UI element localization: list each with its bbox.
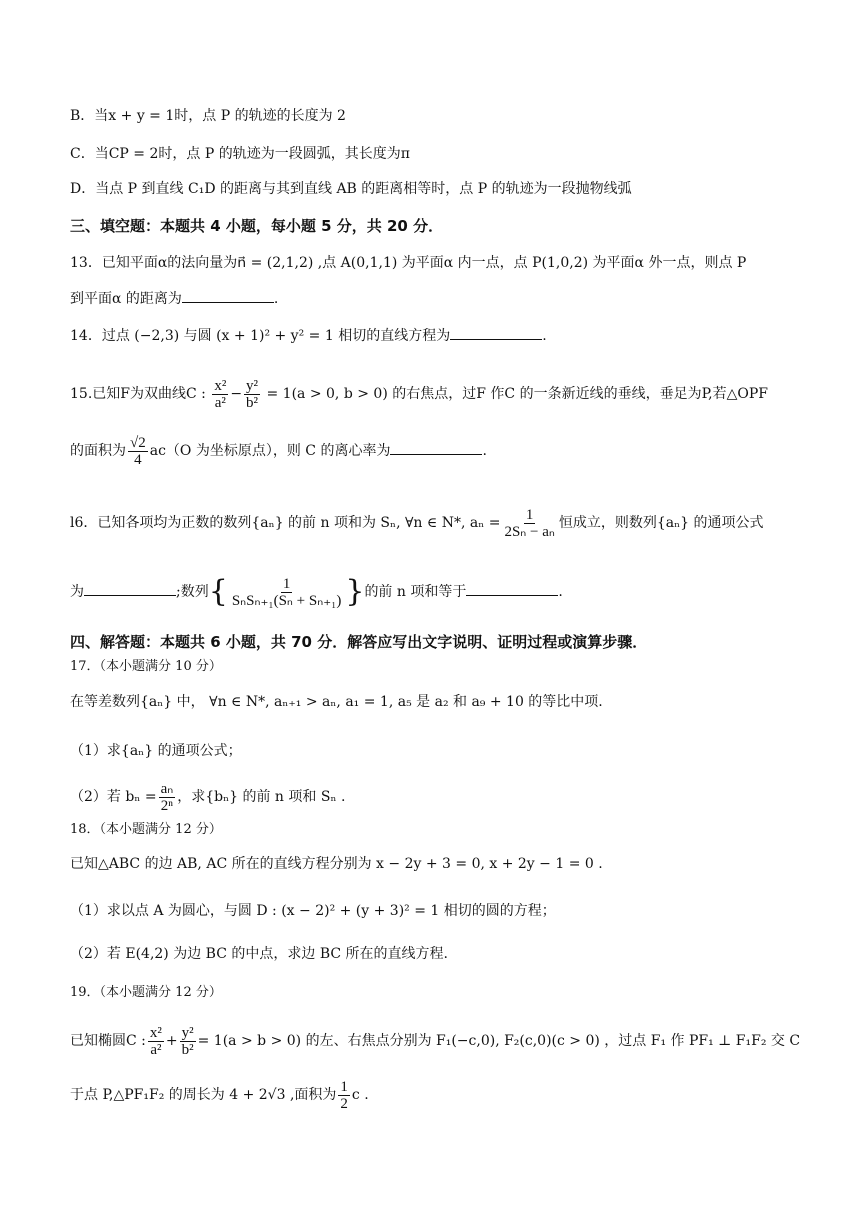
q13-line1: 13．已知平面α的法向量为n⃗ = (2,1,2) ,点 A(0,1,1) 为平面α 内一点，点 P(1,0,2) 为平面α 外一点，则点 P (70, 255, 747, 271)
section-4-heading: 四、解答题：本题共 6 小题，共 70 分．解答应写出文字说明、证明过程或演算步骤． (70, 633, 648, 651)
q13-text: 到平面α 的距离为 (70, 291, 182, 307)
q18-header: 18．（本小题满分 12 分） (70, 822, 222, 837)
q13-answer-blank (182, 288, 274, 303)
q19-frac-y: $\frac{\text{y²}}{\text{b²}}$ (181, 1024, 194, 1058)
q19-stem-line2: 于点 P,△PF₁F₂ 的周长为 4 + 2√3 ,面积为 $\frac{1}{2}$ c . (70, 1078, 369, 1112)
section-3-heading: 三、填空题：本题共 4 小题，每小题 5 分，共 20 分． (70, 217, 444, 235)
q15-frac-area: $\frac{√2}{4}$ (130, 434, 146, 468)
q15-area-post: ac（O 为坐标原点），则 C 的离心率为 (149, 443, 391, 459)
q17-part1: （1）求{aₙ} 的通项公式； (70, 743, 242, 759)
q15-line1: 15.已知F为双曲线C : $\frac{\text{x²}}{\text{a²}}$ − $\frac{\text{y²}}{\text{b²}}$ = 1(a > 0, b > 0) 的右焦点，过F 作C 的一条新近线的垂线，垂足为P,若△OPF (70, 377, 768, 411)
q16-frac-an: $\frac{1}{\text{2Sₙ − aₙ}}$ (504, 506, 555, 540)
q17-stem: 在等差数列{aₙ} 中， ∀n ∈ N*, aₙ₊₁ > aₙ, a₁ = 1, a₅ 是 a₂ 和 a₉ + 10 的等比中项. (70, 694, 603, 710)
q15-answer-blank (390, 440, 482, 455)
option-d: D．当点 P 到直线 C₁D 的距离与其到直线 AB 的距离相等时，点 P 的轨迹为一段抛物线弧 (70, 181, 632, 197)
q15-frac-x: $\frac{\text{x²}}{\text{a²}}$ (214, 377, 227, 411)
option-b: B．当x + y = 1时，点 P 的轨迹的长度为 2 (70, 108, 346, 124)
q17-part2: （2）若 bₙ = $\frac{\text{aₙ}}{\text{2ⁿ}}$ ，求{bₙ} 的前 n 项和 Sₙ . (70, 780, 346, 814)
q16-line1 (70, 506, 800, 540)
q17-frac-bn: $\frac{\text{aₙ}}{\text{2ⁿ}}$ (160, 780, 174, 814)
q15-text-post: = 1(a > 0, b > 0) 的右焦点，过F 作C 的一条新近线的垂线，垂足为P,若△OPF (266, 386, 768, 402)
q16-text-post: 恒成立，则数列{aₙ} 的通项公式 (558, 515, 764, 531)
q19-frac-x: $\frac{\text{x²}}{\text{a²}}$ (149, 1024, 162, 1058)
q19-frac-half: $\frac{1}{2}$ (340, 1078, 348, 1112)
q15-line2: 的面积为 $\frac{√2}{4}$ ac（O 为坐标原点），则 C 的离心率为 . (70, 434, 487, 468)
q14-answer-blank (450, 325, 542, 340)
q16-frac-seq: $\frac{1}{\text{SₙSₙ₊₁(Sₙ + Sₙ₊₁)}}$ (231, 575, 342, 609)
q16-answer-blank-1 (84, 581, 176, 596)
q16-text-pre: l6．已知各项均为正数的数列{aₙ} 的前 n 项和为 Sₙ, ∀n ∈ N*, aₙ = (70, 515, 501, 531)
q13-line2: 到平面α 的距离为 . (70, 288, 800, 309)
q18-part2: （2）若 E(4,2) 为边 BC 的中点，求边 BC 所在的直线方程. (70, 946, 448, 962)
q18-stem: 已知△ABC 的边 AB, AC 所在的直线方程分别为 x − 2y + 3 = 0, x + 2y − 1 = 0 . (70, 856, 603, 872)
q18-part1: （1）求以点 A 为圆心，与圆 D : (x − 2)² + (y + 3)² = 1 相切的圆的方程； (70, 903, 556, 919)
q16-line2: 为 ;数列{ $\frac{1}{\text{SₙSₙ₊₁(Sₙ + Sₙ₊₁)}}$ }的前 n 项和等于 . (70, 574, 563, 609)
option-c: C．当CP = 2时，点 P 的轨迹为一段圆弧，其长度为π (70, 146, 410, 162)
q14-text: 14．过点 (−2,3) 与圆 (x + 1)² + y² = 1 相切的直线方程为 (70, 328, 451, 344)
q19-header: 19．（本小题满分 12 分） (70, 985, 222, 1000)
q19-stem-line1: 已知椭圆C : $\frac{\text{x²}}{\text{a²}}$ + $\frac{\text{y²}}{\text{b²}}$ = 1(a > b > 0) 的左、右焦点分别为 F₁(−c,0), F₂(c,0)(c > 0) ，过点 F₁ 作 PF₁ ⊥ F₁F₂ 交 C (70, 1024, 801, 1058)
q16-answer-blank-2 (466, 581, 558, 596)
q15-frac-y: $\frac{\text{y²}}{\text{b²}}$ (246, 377, 259, 411)
q15-area-pre: 的面积为 (70, 443, 126, 459)
q14-line: 14．过点 (−2,3) 与圆 (x + 1)² + y² = 1 相切的直线方程为 . (70, 325, 800, 346)
q15-text-pre: 15.已知F为双曲线C : (70, 386, 206, 402)
q17-header: 17．（本小题满分 10 分） (70, 659, 222, 674)
